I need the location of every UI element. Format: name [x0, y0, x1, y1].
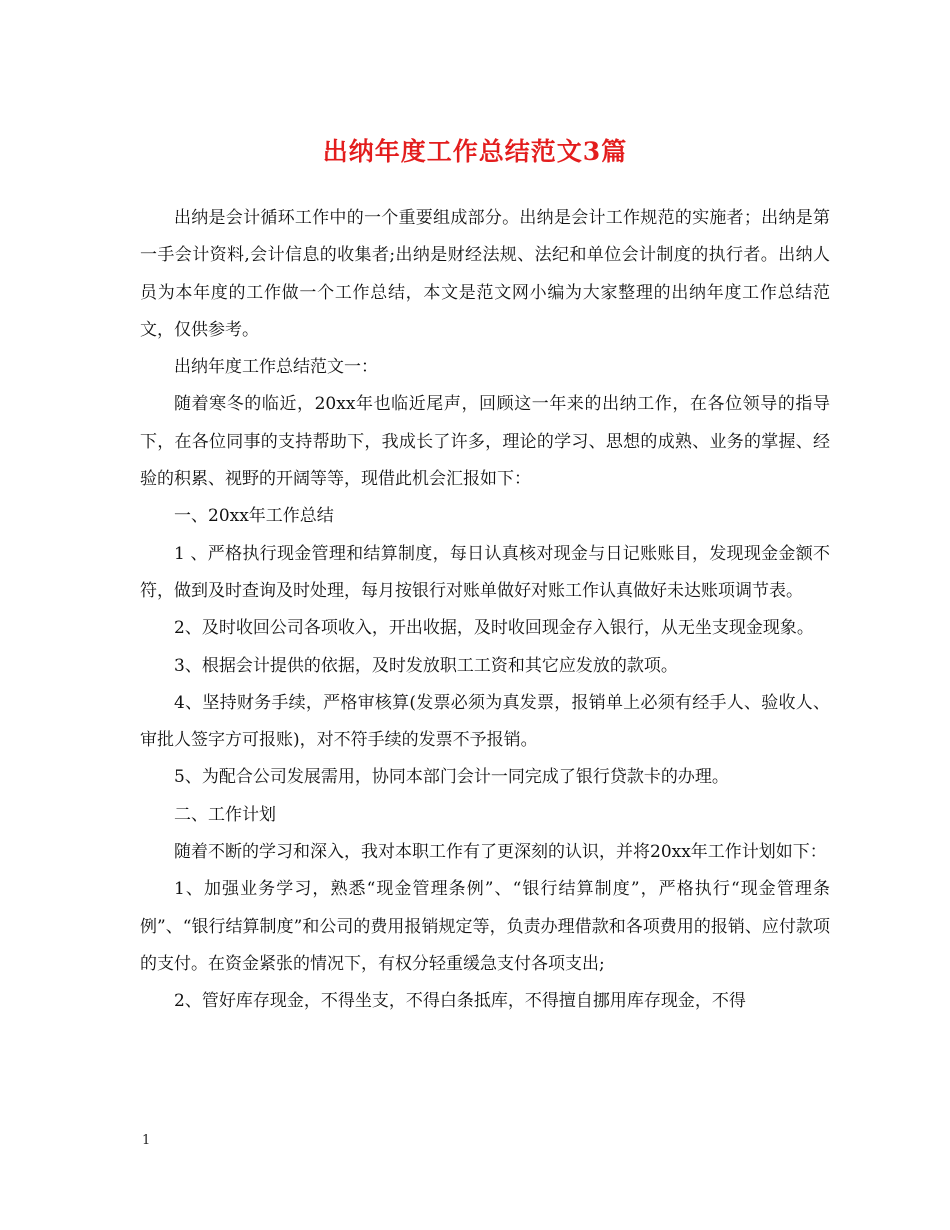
- paragraph-plan-intro: 随着不断的学习和深入，我对本职工作有了更深刻的认识，并将20xx年工作计划如下：: [174, 842, 827, 863]
- page-number: 1: [142, 1133, 151, 1148]
- section-heading-summary: 一、20xx年工作总结: [174, 506, 334, 527]
- paragraph-item-1: 1 、严格执行现金管理和结算制度，每日认真核对现金与日记账账目，发现现金金额不符，做到及时查询及时处理，每月按银行对账单做好对账工作认真做好未达账项调节表。: [140, 543, 830, 601]
- document-body: [140, 200, 830, 1021]
- paragraph-item-3: 3、根据会计提供的依据，及时发放职工工资和其它应发放的款项。: [174, 655, 678, 676]
- paragraph-plan-item-1: 1、加强业务学习，熟悉“现金管理条例”、“银行结算制度”，严格执行“现金管理条例”、“银行结算制度”和公司的费用报销规定等，负责办理借款和各项费用的报销、应付款项的支付。在资金紧张的情况下，有权分轻重缓急支付各项支出;: [140, 879, 830, 974]
- paragraph-item-5: 5、为配合公司发展需用，协同本部门会计一同完成了银行贷款卡的办理。: [174, 767, 729, 788]
- paragraph-sample-one-heading: 出纳年度工作总结范文一：: [174, 357, 378, 378]
- document-title: 出纳年度工作总结范文3篇: [322, 137, 628, 166]
- paragraph-item-2: 2、及时收回公司各项收入，开出收据，及时收回现金存入银行，从无坐支现金现象。: [174, 618, 814, 639]
- section-heading-plan: 二、工作计划: [174, 804, 276, 825]
- paragraph-intro: 出纳是会计循环工作中的一个重要组成部分。出纳是会计工作规范的实施者；出纳是第一手会计资料,会计信息的收集者;出纳是财经法规、法纪和单位会计制度的执行者。出纳人员为本年度的工作做一个工作总结，本文是范文网小编为大家整理的出纳年度工作总结范文，仅供参考。: [140, 208, 830, 340]
- paragraph-item-4: 4、坚持财务手续，严格审核算(发票必须为真发票，报销单上必须有经手人、验收人、审批人签字方可报账)，对不符手续的发票不予报销。: [140, 692, 830, 751]
- paragraph-opening: 随着寒冬的临近，20xx年也临近尾声，回顾这一年来的出纳工作，在各位领导的指导下，在各位同事的支持帮助下，我成长了许多，理论的学习、思想的成熟、业务的掌握、经验的积累、视野的开阔等等，现借此机会汇报如下：: [140, 394, 830, 490]
- paragraph-plan-item-2: 2、管好库存现金，不得坐支，不得白条抵库，不得擅自挪用库存现金，不得: [174, 991, 746, 1012]
